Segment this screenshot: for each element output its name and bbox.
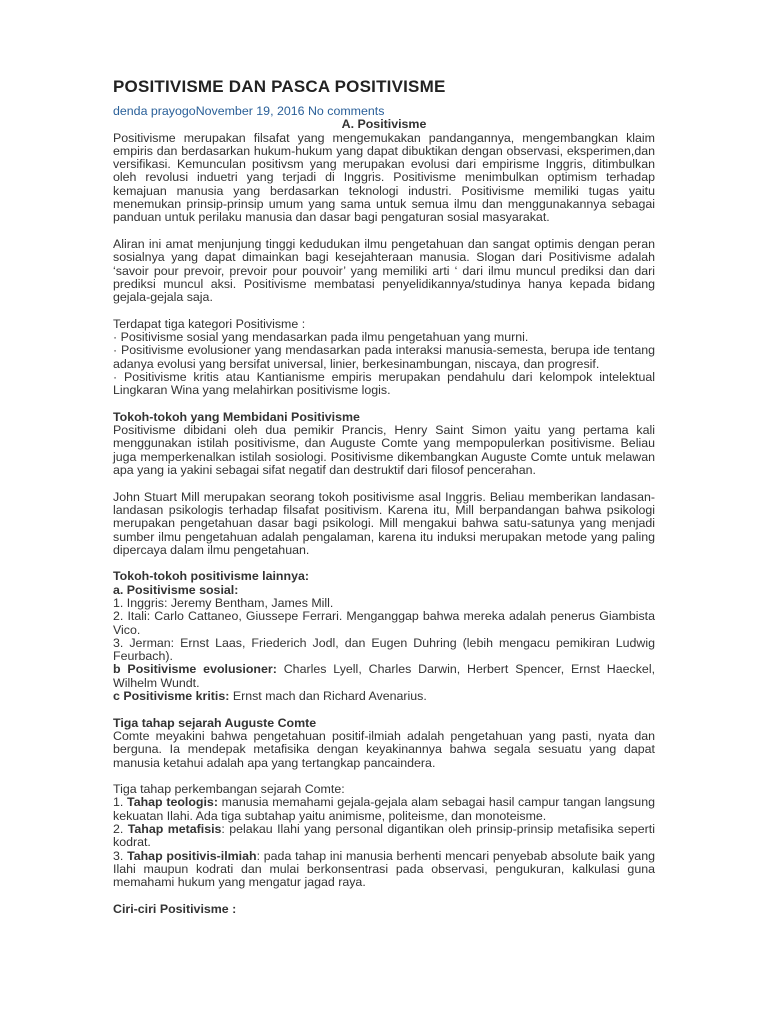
page-title: POSITIVISME DAN PASCA POSITIVISME [113,77,446,96]
categories-intro: Terdapat tiga kategori Positivisme : [113,316,306,331]
item-text: manusia memahami gejala-gejala alam sebagai hasil campur tangan langsung kekuatan Ilahi. Ada tiga subtahap yaitu animisme, politeisme, dan monoteisme. [113,795,655,823]
subheading: a. Positivisme sosial: [113,582,239,597]
article [113,76,655,916]
paragraph: John Stuart Mill merupakan seorang tokoh positivisme asal Inggris. Beliau memberikan landasan-landasan psikologis terhadap filsafat positivism. Karena itu, Mill berpandangan bahwa psikologi merupakan pengetahuan dasar bagi psikologi. Mill mengakui bahwa satu-satunya yang menjadi sumber ilmu pengetahuan adalah pengalaman, karena itu induksi merupakan metode yang paling dipercaya dalam ilmu pengetahuan. [113,489,655,557]
item-text: : pada tahap ini manusia berhenti mencari penyebab absolute baik yang Ilahi maupun kodrati dan mulai berkonsentrasi pada observasi, pengukuran, kalkulasi guna memahami hukum yang mengatur jagad raya. [113,848,655,890]
list-item: · Positivisme sosial yang mendasarkan pada ilmu pengetahuan yang murni. [113,330,529,345]
item-number: 1. [113,795,128,810]
paragraph: Aliran ini amat menjunjung tinggi kedudukan ilmu pengetahuan dan sangat optimis dengan peran sosialnya yang dapat dimainkan bagi kesejahteraan manusia. Slogan dari Positivisme adalah ‘savoir pour prevoir, prevoir pour pouvoir’ yang memiliki arti ‘ dari ilmu muncul prediksi dan dari prediksi muncul aksi. Positivisme membatasi penyelidikannya/studinya hanya kepada bidang gejala-gejala saja. [113,236,655,305]
item-label: Tahap teologis: [127,795,218,810]
date-link[interactable]: November 19, 2016 [195,104,305,118]
section-heading: A. Positivisme [341,117,427,132]
subheading: Tiga tahap sejarah Auguste Comte [113,715,317,730]
list-item: 1. Inggris: Jeremy Bentham, James Mill. [113,595,334,610]
paragraph: Comte meyakini bahwa pengetahuan positif-ilmiah adalah pengetahuan yang pasti, nyata dan berguna. Ia mendepak metafisika dengan keyakinannya bahwa segala sesuatu yang dapat manusia ketahui adalah apa yang tertangkap pancaindera. [113,728,655,770]
post-meta [113,105,655,118]
list-item [113,796,655,823]
comments-link[interactable]: No comments [307,104,385,118]
item-text: Ernst mach dan Richard Avenarius. [229,689,427,704]
paragraph: Positivisme merupakan filsafat yang mengemukakan pandangannya, mengembangkan klaim empiris dan berdasarkan hukum-hukum yang dapat dibuktikan dengan observasi, eksperimen,dan versifikasi. Kemunculan positivsm yang merupakan evolusi dari empirisme Inggris, ditimbulkan oleh revolusi induetri yang terjadi di Inggris. Positivisme menimbulkan optimism terhadap kemajuan manusia yang berdasarkan teknologi industri. Positivisme memiliki tugas yaitu menemukan prinsip-prinsip umum yang sama untuk semua ilmu dan menggunakannya sebagai panduan untuk perilaku manusia dan dasar bagi pengaturan sosial masyarakat. [113,130,655,225]
list-item: · Positivisme evolusioner yang mendasarkan pada interaksi manusia-semesta, berupa ide tentang adanya evolusi yang bersifat universal, linier, berkesinambungan, niscaya, dan progresif. [113,343,655,371]
list-item [113,823,655,850]
item-label: c Positivisme kritis: [113,689,230,704]
list-item: 2. Itali: Carlo Cattaneo, Giussepe Ferrari. Menganggap bahwa mereka adalah penerus Giambista Vico. [113,609,655,637]
subheading: Tokoh-tokoh yang Membidani Positivisme [113,409,360,424]
paragraph: Tiga tahap perkembangan sejarah Comte: [113,782,345,797]
list-item [113,663,655,690]
subheading: Ciri-ciri Positivisme : [113,901,237,916]
item-label: Tahap positivis-ilmiah [127,848,257,863]
item-text: : pelakau Ilahi yang personal digantikan oleh prinsip-prinsip metafisika seperti kodrat. [113,822,655,850]
author-link[interactable]: denda prayogo [113,104,196,118]
list-item [113,850,655,890]
item-text: Charles Lyell, Charles Darwin, Herbert Spencer, Ernst Haeckel, Wilhelm Wundt. [113,662,656,690]
item-label: b Positivisme evolusioner: [113,662,277,677]
paragraph: Positivisme dibidani oleh dua pemikir Prancis, Henry Saint Simon yaitu yang pertama kali menggunakan istilah positivisme, dan Auguste Comte yang mempopulerkan positivisme. Beliau juga memperkenalkan istilah sosiologi. Positivisme dikembangkan Auguste Comte untuk melawan apa yang ia yakini sebagai sifat negatif dan destruktif dari filosof pencerahan. [113,423,655,478]
item-label: Tahap metafisis [127,822,222,837]
subheading: Tokoh-tokoh positivisme lainnya: [113,569,309,584]
item-number: 2. [113,822,128,837]
list-item [113,690,655,703]
item-number: 3. [113,848,128,863]
list-item: · Positivisme kritis atau Kantianisme empiris merupakan pendahulu dari kelompok intelektual Lingkaran Wina yang melahirkan positivisme logis. [113,369,655,398]
list-item: 3. Jerman: Ernst Laas, Friederich Jodl, dan Eugen Duhring (lebih mengacu pemikiran Ludwig Feurbach). [113,635,655,664]
